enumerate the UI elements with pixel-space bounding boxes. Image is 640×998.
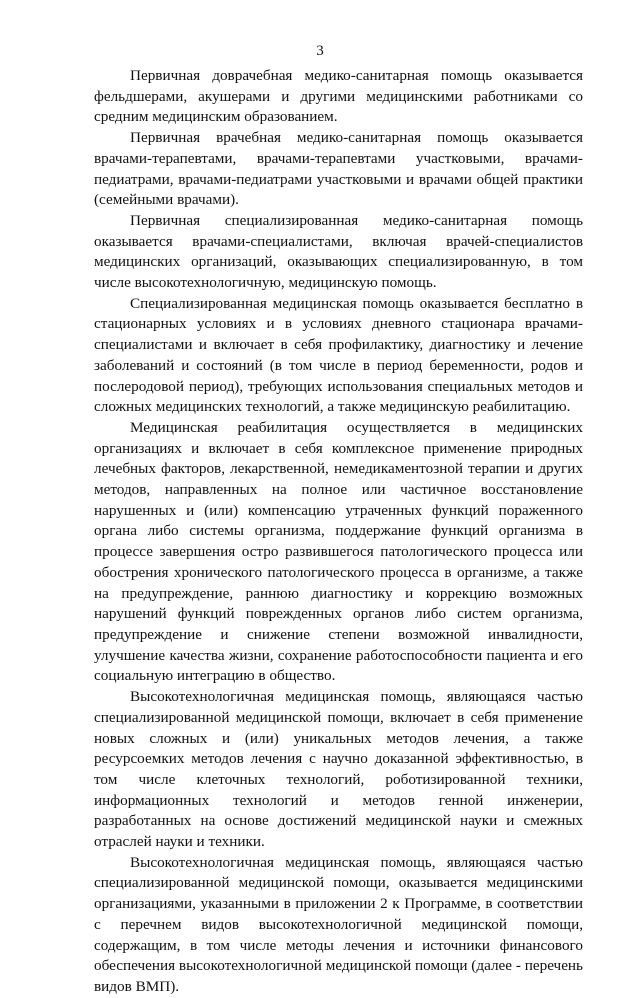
paragraph-high-tech-care-providers: Высокотехнологичная медицинская помощь, являющаяся частью специализированной медицинской помощи, оказывается медицинскими организациями, указанными в приложении 2 к Программе, в соответствии с перечнем видов высокотехнологичной медицинской помощи, содержащим, в том числе методы лечения и источники финансового обеспечения высокотехнологичной медицинской помощи (далее - перечень видов ВМП). (94, 853, 583, 995)
paragraph-primary-physician-care: Первичная врачебная медико-санитарная помощь оказывается врачами-терапевтами, врачами-терапевтами участковыми, врачами-педиатрами, врачами-педиатрами участковыми и врачами общей практики (семейными врачами). (94, 129, 583, 209)
paragraph-primary-specialized-care: Первичная специализированная медико-санитарная помощь оказывается врачами-специалистами, включая врачей-специалистов медицинских организаций, оказывающих специализированную, в том числе высокотехнологичную, медицинскую помощь. (94, 211, 583, 292)
paragraph-high-tech-care: Высокотехнологичная медицинская помощь, являющаяся частью специализированной медицинской помощи, включает в себя применение новых сложных и (или) уникальных методов лечения, а также ресурсоемких методов лечения с научно доказанной эффективностью, в том числе клеточных технологий, роботизированной техники, информационных технологий и методов генной инженерии, разработанных на основе достижений медицинской науки и смежных отраслей науки и техники. (94, 688, 583, 851)
page-number: 3 (316, 43, 324, 59)
body-text (94, 66, 583, 998)
paragraph-medical-rehabilitation: Медицинская реабилитация осуществляется в медицинских организациях и включает в себя комплексное применение природных лечебных факторов, лекарственной, немедикаментозной терапии и других методов, направленных на полное или частичное восстановление нарушенных и (или) компенсацию утраченных функций пораженного органа либо системы организма, поддержание функций организма в процессе завершения остро развившегося патологического процесса или обострения хронического патологического процесса в организме, а также на предупреждение, раннюю диагностику и коррекцию возможных нарушений функций поврежденных органов либо систем организма, предупреждение и снижение степени возможной инвалидности, улучшение качества жизни, сохранение работоспособности пациента и его социальную интеграцию в общество. (94, 418, 583, 685)
paragraph-primary-prehospital-care: Первичная доврачебная медико-санитарная помощь оказывается фельдшерами, акушерами и другими медицинскими работниками со средним медицинским образованием. (94, 67, 583, 126)
paragraph-specialized-care: Специализированная медицинская помощь оказывается бесплатно в стационарных условиях и в условиях дневного стационара врачами-специалистами и включает в себя профилактику, диагностику и лечение заболеваний и состояний (в том числе в период беременности, родов и послеродовой период), требующих использования специальных методов и сложных медицинских технологий, а также медицинскую реабилитацию. (94, 294, 583, 416)
